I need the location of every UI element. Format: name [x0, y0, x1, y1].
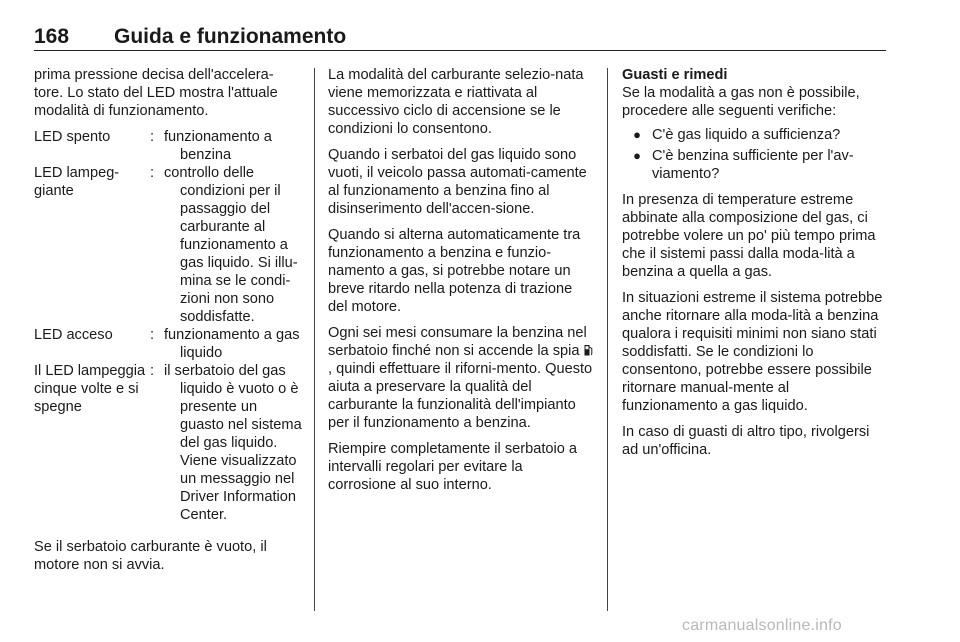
page-title: Guida e funzionamento [114, 25, 347, 48]
table-row: Il LED lampeggia cinque volte e si spegne : il serbatoio del gas liquido è vuoto o è presente un guasto nel sistema del gas liquido. Viene visualizzato un messaggio nel Driver Information Center. [34, 363, 302, 523]
led-state-label: LED acceso [34, 327, 113, 343]
paragraph: In presenza di temperature estreme abbinate alla composizione del gas, ci potrebbe volere un po' più tempo prima che il sistemi passi dalla moda-lità a benzina a quella a gas. [622, 192, 876, 280]
led-state-desc: controllo delle condizioni per il passaggio del carburante al funzionamento a gas liquido. Si illu-mina se le condi-zioni non sono soddisfatte. [164, 165, 298, 325]
column-divider-1 [314, 68, 315, 611]
check-list [622, 126, 888, 183]
table-row: LED lampeg-giante : controllo delle condizioni per il passaggio del carburante al funzionamento a gas liquido. Si illu-mina se le condi-zioni non sono soddisfatte. [34, 164, 302, 326]
led-state-desc: il serbatoio del gas liquido è vuoto o è presente un guasto nel sistema del gas liquido. Viene visualizzato un messaggio nel Driver Information Center. [164, 363, 302, 523]
table-row: LED spento : funzionamento a benzina [34, 128, 302, 164]
bullet-icon: ● [633, 148, 641, 163]
bullet-icon: ● [633, 127, 641, 142]
paragraph: Quando si alterna automaticamente tra funzionamento a benzina e funzio-namento a gas, si potrebbe notare un breve ritardo nella potenza di trazione del motore. [328, 227, 581, 315]
paragraph-with-icon: Ogni sei mesi consumare la benzina nel serbatoio finché non si accende la spia , quindi effettuare il riforni-mento. Questo aiuta a preservare la qualità del carburante la funzionalità dell'impianto per il funzionamento a benzina. [328, 325, 593, 431]
led-status-table [34, 128, 302, 524]
page-header [34, 24, 886, 51]
watermark-text: carmanualsonline.info [682, 617, 842, 634]
paragraph: In caso di guasti di altro tipo, rivolgersi ad un'officina. [622, 424, 870, 458]
outro-paragraph: Se il serbatoio carburante è vuoto, il motore non si avvia. [34, 539, 267, 573]
section-heading: Guasti e rimedi [622, 67, 728, 83]
paragraph: In situazioni estreme il sistema potrebbe anche ritornare alla moda-lità a benzina qualora i requisiti minimi non siano stati soddisfatti. Se le condizioni lo consentono, potrebbe essere possibile ritornare manual-mente al funzionamento a gas liquido. [622, 290, 883, 414]
paragraph: Riempire completamente il serbatoio a intervalli regolari per evitare la corrosione al suo interno. [328, 441, 578, 493]
column-1 [34, 66, 302, 582]
column-3 [622, 66, 888, 467]
led-state-label: Il LED lampeggia cinque volte e si spegne [34, 363, 146, 415]
paragraph: Quando i serbatoi del gas liquido sono vuoti, il veicolo passa automati-camente al funzionamento a benzina fino al disinserimento dell'accen-sione. [328, 147, 587, 217]
led-state-desc: funzionamento a gas liquido [164, 327, 300, 361]
list-item: ● C'è gas liquido a sufficienza? [622, 126, 888, 144]
table-row: LED acceso : funzionamento a gas liquido [34, 326, 302, 362]
column-divider-2 [607, 68, 608, 611]
paragraph: La modalità del carburante selezio-nata viene memorizzata e riattivata al successivo ciclo di accensione se le condizioni lo consentono. [328, 67, 584, 137]
column-2 [328, 66, 594, 502]
paragraph: Se la modalità a gas non è possibile, procedere alle seguenti verifiche: [622, 85, 860, 119]
fuel-pump-icon [584, 344, 593, 356]
list-item: ● C'è benzina sufficiente per l'av-viamento? [622, 147, 888, 183]
led-state-label: LED lampeg-giante [34, 165, 120, 199]
page-number: 168 [34, 25, 70, 48]
led-state-label: LED spento [34, 129, 111, 145]
led-state-desc: funzionamento a benzina [164, 129, 272, 163]
intro-paragraph: prima pressione decisa dell'accelera-tore. Lo stato del LED mostra l'attuale modalità di funzionamento. [34, 67, 278, 119]
